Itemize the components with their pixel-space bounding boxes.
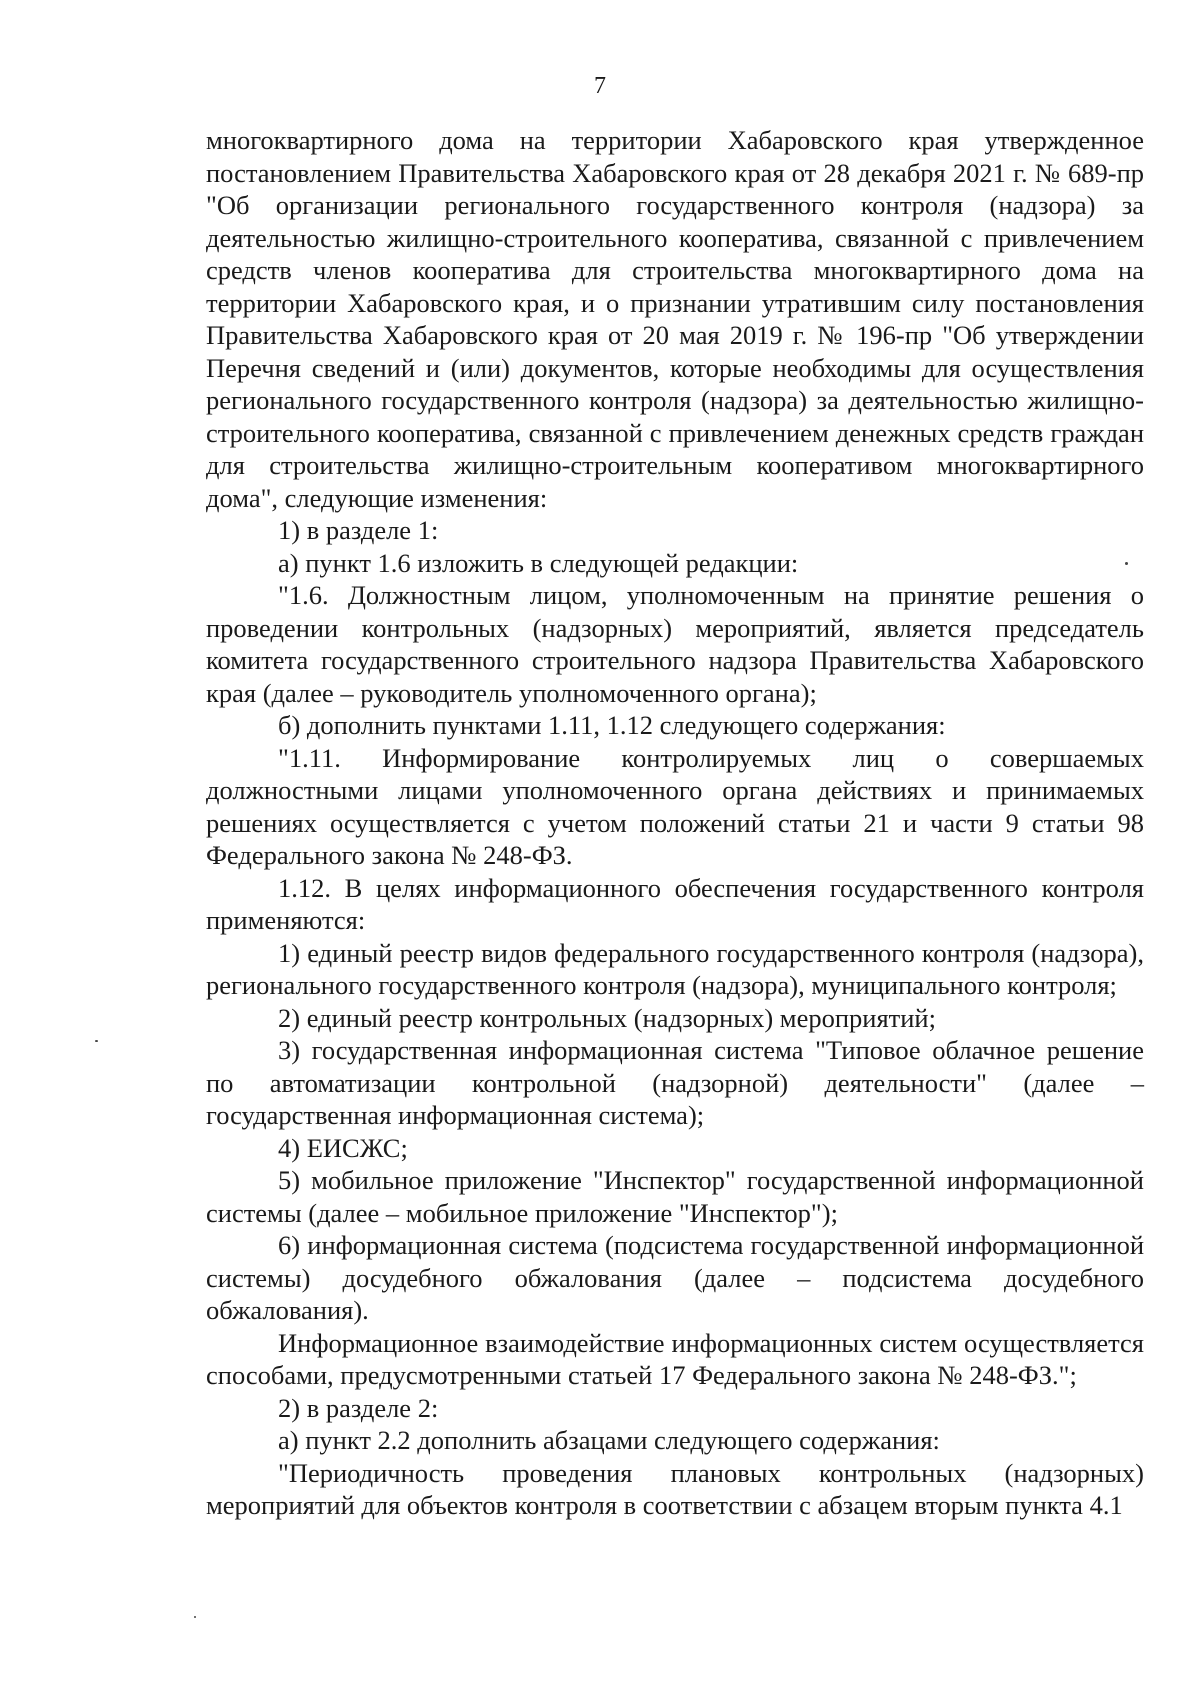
paragraph: а) пункт 1.6 изложить в следующей редакции: xyxy=(278,547,799,578)
scan-speck xyxy=(95,1040,98,1042)
paragraph: 1) в разделе 1: xyxy=(278,515,439,545)
paragraph: 2) в разделе 2: xyxy=(278,1392,439,1423)
paragraph: б) дополнить пунктами 1.11, 1.12 следующего содержания: xyxy=(278,710,946,740)
paragraph: "1.6. Должностным лицом, уполномоченным на принятие решения о проведении контрольных (надзорных) мероприятий, является председатель комитета государственного строительного надзора Правительства Хабаровского края (далее – руководитель уполномоченного органа); xyxy=(206,580,1144,708)
paragraph: 2) единый реестр контрольных (надзорных) мероприятий; xyxy=(278,1002,936,1033)
paragraph: 3) государственная информационная система "Типовое облачное решение по автоматизации контрольной (надзорной) деятельности" (далее – государственная информационная система); xyxy=(206,1035,1144,1130)
paragraph: Информационное взаимодействие информационных систем осуществляется способами, предусмотренными статьей 17 Федерального закона № 248-ФЗ."; xyxy=(206,1327,1144,1390)
paragraph: "Периодичность проведения плановых контрольных (надзорных) мероприятий для объектов контроля в соответствии с абзацем вторым пункта 4.1 xyxy=(206,1457,1144,1520)
paragraph: 6) информационная система (подсистема государственной информационной системы) досудебного обжалования (далее – подсистема досудебного обжалования). xyxy=(206,1230,1144,1325)
paragraph: многоквартирного дома на территории Хабаровского края утвержденное постановлением Правительства Хабаровского края от 28 декабря 2021 г. № 689-пр "Об организации регионального государственного контроля (надзора) за деятельностью жилищно-строительного кооператива, связанной с привлечением средств членов кооператива для строительства многоквартирного дома на территории Хабаровского края, и о признании утратившим силу постановления Правительства Хабаровского края от 20 мая 2019 г. № 196-пр "Об утверждении Перечня сведений и (или) документов, которые необходимы для осуществления регионального государственного контроля (надзора) за деятельностью жилищно-строительного кооператива, связанной с привлечением денежных средств граждан для строительства жилищно-строительным кооперативом многоквартирного дома", следующие изменения: xyxy=(206,125,1144,513)
document-body xyxy=(206,124,1144,1522)
paragraph: 1) единый реестр видов федерального государственного контроля (надзора), регионального государственного контроля (надзора), муниципального контроля; xyxy=(206,937,1144,1000)
paragraph: 1.12. В целях информационного обеспечения государственного контроля применяются: xyxy=(206,872,1144,935)
paragraph: а) пункт 2.2 дополнить абзацами следующего содержания: xyxy=(278,1425,940,1455)
paragraph: 5) мобильное приложение "Инспектор" государственной информационной системы (далее – мобильное приложение "Инспектор"); xyxy=(206,1165,1144,1228)
scan-speck xyxy=(1125,562,1128,565)
page-number: 7 xyxy=(594,73,606,99)
scan-speck xyxy=(194,1616,196,1618)
paragraph: "1.11. Информирование контролируемых лиц о совершаемых должностными лицами уполномоченного органа действиях и принимаемых решениях осуществляется с учетом положений статьи 21 и части 9 статьи 98 Федерального закона № 248-ФЗ. xyxy=(206,742,1144,870)
paragraph: 4) ЕИСЖС; xyxy=(278,1132,408,1163)
